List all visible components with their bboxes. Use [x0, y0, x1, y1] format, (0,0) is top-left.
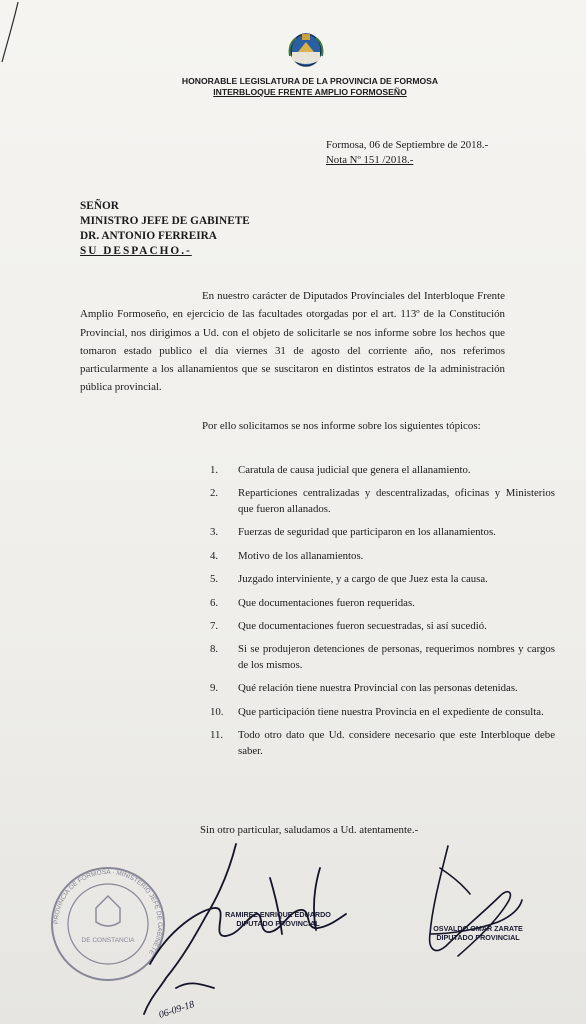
signer-right-name: OSVALDO OMAR ZARATE [433, 924, 523, 933]
item-text: Caratula de causa judicial que genera el allanamiento. [238, 464, 471, 476]
letterhead [150, 76, 470, 98]
signature-left-scribble [144, 844, 346, 1014]
item-number: 6. [210, 596, 219, 609]
list-item [210, 525, 555, 541]
item-text: Qué relación tiene nuestra Provincial con las personas detenidas. [238, 682, 518, 695]
list-item [210, 619, 555, 635]
recipient-block [80, 199, 250, 259]
item-number: 8. [210, 643, 219, 656]
date-text: Formosa, 06 de Septiembre de 2018.- [326, 139, 489, 151]
item-text: Motivo de los allanamientos. [238, 549, 364, 562]
item-text: Que documentaciones fueron requeridas. [238, 596, 415, 609]
topics-list [210, 463, 555, 767]
list-item [210, 486, 555, 517]
item-text: Si se produjeron detenciones de personas, requerimos nombres y cargos de los mismos. [238, 643, 555, 671]
recipient-position: MINISTRO JEFE DE GABINETE [80, 215, 250, 227]
item-number: 1. [210, 464, 219, 476]
list-item [210, 463, 555, 479]
dateline [326, 138, 488, 168]
item-number: 7. [210, 619, 219, 632]
signer-right-title: DIPUTADO PROVINCIAL [436, 933, 520, 942]
recipient-office: SU DESPACHO.- [80, 245, 192, 257]
signer-left-name: RAMIREZ ENRIQUE EDUARDO [225, 910, 331, 919]
paper-fold-mark [0, 0, 40, 80]
body-paragraph: En nuestro carácter de Diputados Provinciales del Interbloque Frente Amplio Formoseño, en ejercicio de las facultades otorgadas por el art. 113º de la Constitución Provincial, nos dirigimos a Ud. con el objeto de solicitarle se nos informe sobre los hechos que tomaron estado publico el día viernes 31 de agosto del corriente año, nos referimos particularmente a los allanamientos que se suscitaron en distintos estratos de la administración pública provincial. [80, 290, 505, 394]
item-text: Todo otro dato que Ud. considere necesario que este Interbloque debe saber. [238, 729, 555, 757]
item-text: Juzgado interviniente, y a cargo de que Juez esta la causa. [238, 573, 488, 586]
stamp-ring-text: PROVINCIA DE FORMOSA · MINISTERIO JEFE DE GABINETE [52, 868, 164, 956]
handwritten-date: 06-09-18 [157, 999, 196, 1021]
list-item [210, 572, 555, 588]
item-text: Reparticiones centralizadas y descentralizadas, oficinas y Ministerios que fueron allanados. [238, 487, 555, 515]
provincial-coat-of-arms-icon [286, 30, 326, 70]
item-number: 9. [210, 682, 219, 695]
signature-right-caption [418, 924, 538, 942]
request-paragraph: Por ello solicitamos se nos informe sobre los siguientes tópicos: [202, 420, 481, 432]
letterhead-institution: HONORABLE LEGISLATURA DE LA PROVINCIA DE FORMOSA [181, 76, 439, 86]
item-number: 4. [210, 549, 219, 562]
signer-left-title: DIPUTADO PROVINCIAL [236, 919, 320, 928]
list-item [210, 705, 555, 721]
stamp-center-text: DE CONSTANCIA [81, 937, 135, 944]
item-text: Que documentaciones fueron secuestradas, si así sucedió. [238, 619, 487, 632]
recipient-salutation: SEÑOR [80, 200, 119, 212]
list-item [210, 681, 555, 697]
list-item [210, 549, 555, 565]
recipient-name: DR. ANTONIO FERREIRA [80, 230, 217, 242]
item-text: Fuerzas de seguridad que participaron en los allanamientos. [238, 526, 496, 539]
item-number: 2. [210, 487, 219, 500]
item-text: Que participación tiene nuestra Provincia en el expediente de consulta. [238, 705, 544, 718]
item-number: 3. [210, 526, 219, 539]
list-item [210, 596, 555, 612]
official-stamp-icon [52, 868, 164, 980]
item-number: 10. [210, 705, 224, 718]
letterhead-bloc: INTERBLOQUE FRENTE AMPLIO FORMOSEÑO [213, 87, 407, 97]
list-item [210, 642, 555, 673]
item-number: 11. [210, 729, 224, 742]
item-number: 5. [210, 573, 219, 586]
note-number: Nota Nº 151 /2018.- [326, 154, 414, 166]
list-item [210, 728, 555, 759]
closing-line: Sin otro particular, saludamos a Ud. atentamente.- [200, 824, 419, 836]
signature-left-caption [218, 910, 338, 928]
